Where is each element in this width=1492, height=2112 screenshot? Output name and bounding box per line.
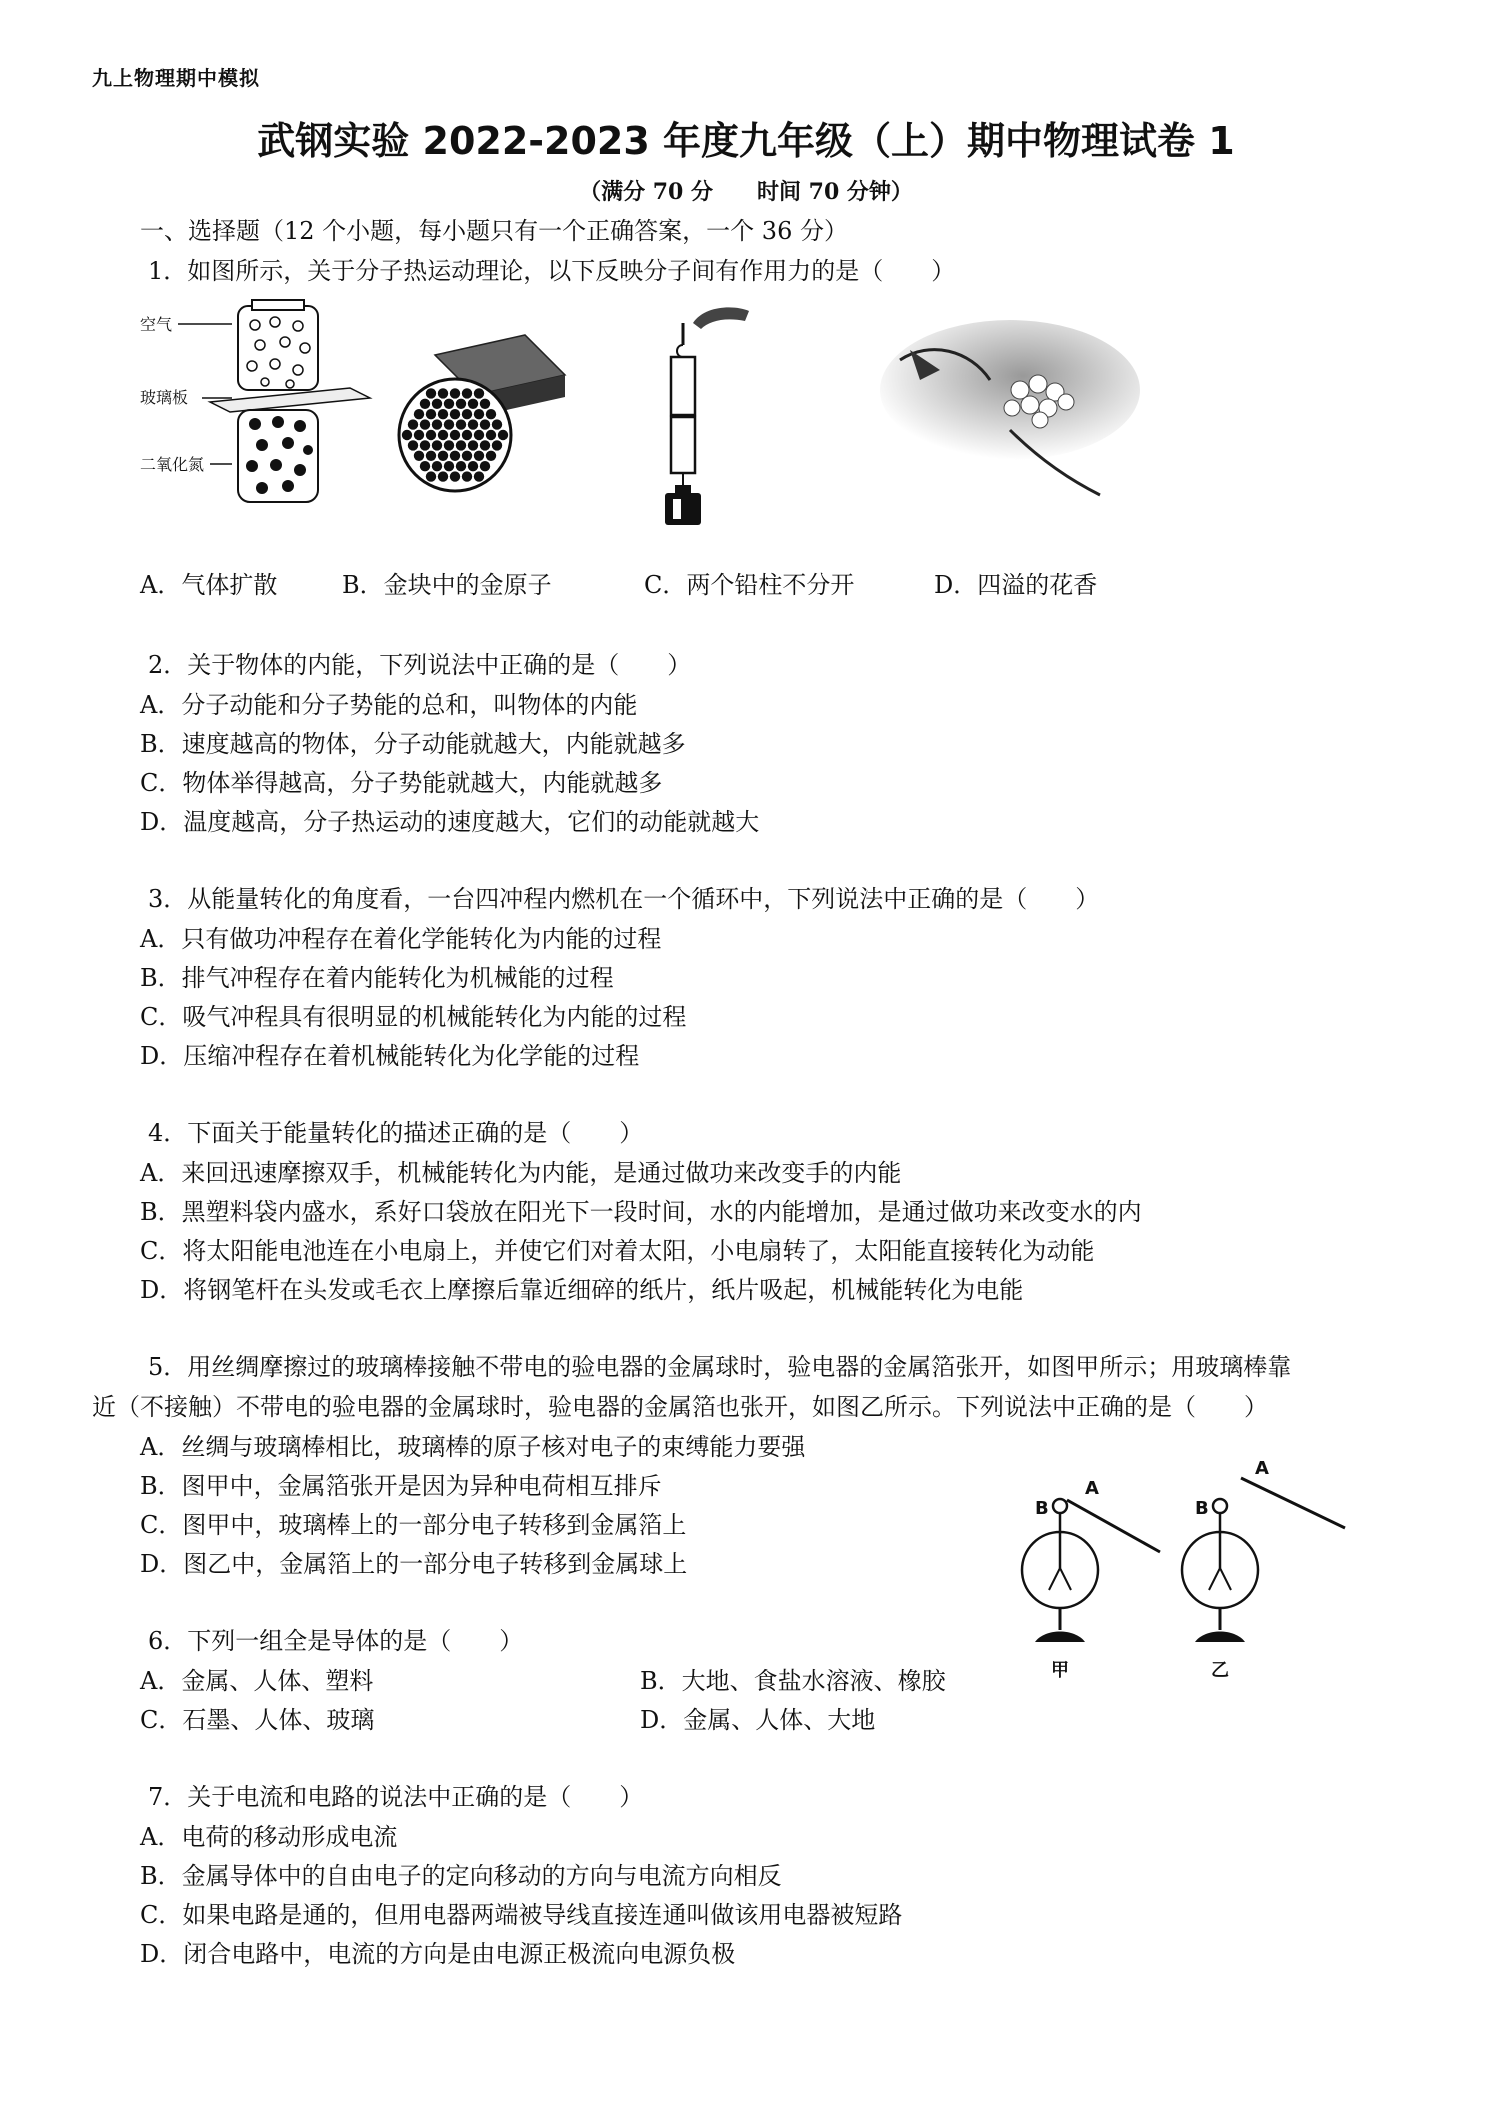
gold-atom: [420, 461, 430, 471]
q7-stem: 7．关于电流和电路的说法中正确的是（ ）: [148, 1783, 644, 1811]
gold-atom: [480, 440, 490, 450]
q2-option-c: C．物体举得越高，分子势能就越大，内能就越多: [140, 769, 663, 797]
gold-atom: [432, 399, 442, 409]
q2-option-d: D．温度越高，分子热运动的速度越大，它们的动能就越大: [140, 808, 760, 836]
label-jia: 甲: [1051, 1660, 1069, 1681]
gold-atom: [486, 409, 496, 419]
q2-option-a: A．分子动能和分子势能的总和，叫物体的内能: [140, 691, 638, 719]
gold-atom: [474, 388, 484, 398]
gold-atom: [438, 388, 448, 398]
gold-atom: [450, 409, 460, 419]
label-glass-plate: 玻璃板: [140, 388, 189, 407]
q4-option-d: D．将钢笔杆在头发或毛衣上摩擦后靠近细碎的纸片，纸片吸起，机械能转化为电能: [140, 1276, 1024, 1304]
gold-atom: [420, 440, 430, 450]
page-header: 九上物理期中模拟: [92, 66, 260, 90]
q5-option-c: C．图甲中，玻璃棒上的一部分电子转移到金属箔上: [140, 1511, 687, 1539]
gold-atom: [456, 419, 466, 429]
gold-atom: [408, 440, 418, 450]
q1-figure-a-diffusion: [140, 300, 370, 510]
gold-atom: [474, 451, 484, 461]
q6-stem: 6．下列一组全是导体的是（ ）: [148, 1627, 524, 1655]
gold-atom: [426, 430, 436, 440]
gold-atom: [468, 440, 478, 450]
gold-atom: [426, 451, 436, 461]
gold-atom: [438, 430, 448, 440]
q5-stem-line1: 5．用丝绸摩擦过的玻璃棒接触不带电的验电器的金属球时，验电器的金属箔张开，如图甲所示；用玻璃棒靠: [148, 1353, 1292, 1381]
gold-atom: [456, 399, 466, 409]
gold-atom: [432, 419, 442, 429]
q6-option-a: A．金属、人体、塑料: [140, 1667, 374, 1695]
gold-atom: [414, 451, 424, 461]
q1-option-c: C．两个铅柱不分开: [644, 571, 855, 599]
q3-option-a: A．只有做功冲程存在着化学能转化为内能的过程: [140, 925, 662, 953]
gold-atom: [432, 440, 442, 450]
gold-atom: [450, 430, 460, 440]
gold-atom: [414, 409, 424, 419]
q5-figure-electroscopes: [1015, 1458, 1365, 1690]
gold-atom: [438, 471, 448, 481]
gold-atom: [492, 419, 502, 429]
gold-atom: [462, 409, 472, 419]
gold-atom: [474, 409, 484, 419]
q3-option-c: C．吸气冲程具有很明显的机械能转化为内能的过程: [140, 1003, 687, 1031]
gold-atom: [480, 419, 490, 429]
q4-option-c: C．将太阳能电池连在小电扇上，并使它们对着太阳，小电扇转了，太阳能直接转化为动能: [140, 1237, 1095, 1265]
label-a-jia: A: [1085, 1478, 1099, 1499]
gold-atom: [468, 399, 478, 409]
gold-atom: [444, 440, 454, 450]
q3-option-b: B．排气冲程存在着内能转化为机械能的过程: [140, 964, 614, 992]
gold-atom: [462, 430, 472, 440]
gold-atom: [450, 388, 460, 398]
q1-stem: 1．如图所示，关于分子热运动理论，以下反映分子间有作用力的是（ ）: [148, 257, 956, 285]
q1-option-a: A．气体扩散: [140, 571, 278, 599]
q1-figure-c-lead-cylinders: [645, 305, 755, 525]
gold-atom: [462, 451, 472, 461]
q1-figure-d-flower: [870, 320, 1130, 500]
gold-atom: [480, 461, 490, 471]
gold-atom: [468, 461, 478, 471]
gold-atom: [462, 471, 472, 481]
label-a-yi: A: [1255, 1458, 1269, 1479]
electroscope-jia: [1022, 1478, 1160, 1681]
gold-atom: [444, 419, 454, 429]
gold-atom: [456, 440, 466, 450]
q5-option-b: B．图甲中，金属箔张开是因为异种电荷相互排斥: [140, 1472, 662, 1500]
gold-atom: [492, 440, 502, 450]
gold-atom: [498, 430, 508, 440]
label-yi: 乙: [1211, 1660, 1229, 1681]
exam-subtitle: （满分 70 分 时间 70 分钟）: [579, 179, 913, 205]
q7-option-a: A．电荷的移动形成电流: [140, 1823, 398, 1851]
q4-option-b: B．黑塑料袋内盛水，系好口袋放在阳光下一段时间，水的内能增加，是通过做功来改变水的内: [140, 1198, 1142, 1226]
q4-option-a: A．来回迅速摩擦双手，机械能转化为内能，是通过做功来改变手的内能: [140, 1159, 902, 1187]
electroscope-yi: [1182, 1458, 1345, 1681]
gold-atom: [456, 461, 466, 471]
gold-atom: [480, 399, 490, 409]
gold-atom: [450, 471, 460, 481]
q5-option-d: D．图乙中，金属箔上的一部分电子转移到金属球上: [140, 1550, 688, 1578]
gold-atom: [438, 409, 448, 419]
q1-option-d: D．四溢的花香: [934, 571, 1098, 599]
q2-stem: 2．关于物体的内能，下列说法中正确的是（ ）: [148, 651, 692, 679]
gold-atom: [426, 388, 436, 398]
gold-atom: [426, 409, 436, 419]
gold-atom: [426, 471, 436, 481]
q6-option-d: D．金属、人体、大地: [640, 1706, 876, 1734]
gold-atom: [438, 451, 448, 461]
gold-atom: [474, 471, 484, 481]
gold-atom: [402, 430, 412, 440]
q7-option-c: C．如果电路是通的，但用电器两端被导线直接连通叫做该用电器被短路: [140, 1901, 903, 1929]
gold-atom: [462, 388, 472, 398]
gold-atom: [420, 399, 430, 409]
gold-atom: [414, 430, 424, 440]
gold-atom: [486, 451, 496, 461]
label-no2: 二氧化氮: [140, 455, 205, 474]
gold-atom: [444, 399, 454, 409]
q4-stem: 4．下面关于能量转化的描述正确的是（ ）: [148, 1119, 644, 1147]
label-b-yi: B: [1195, 1498, 1209, 1519]
gold-atom: [450, 451, 460, 461]
gold-atom: [420, 419, 430, 429]
label-air: 空气: [140, 315, 173, 334]
label-b-jia: B: [1035, 1498, 1049, 1519]
q3-stem: 3．从能量转化的角度看，一台四冲程内燃机在一个循环中，下列说法中正确的是（ ）: [148, 885, 1100, 913]
section-heading: 一、选择题（12 个小题，每小题只有一个正确答案，一个 36 分）: [140, 217, 848, 245]
q6-option-c: C．石墨、人体、玻璃: [140, 1706, 375, 1734]
q3-option-d: D．压缩冲程存在着机械能转化为化学能的过程: [140, 1042, 640, 1070]
gold-atom: [468, 419, 478, 429]
gold-atom: [408, 419, 418, 429]
gold-atom: [444, 461, 454, 471]
q5-stem-line2: 近（不接触）不带电的验电器的金属球时，验电器的金属箔也张开，如图乙所示。下列说法中正确的是（ ）: [92, 1393, 1268, 1421]
exam-title: 武钢实验 2022-2023 年度九年级（上）期中物理试卷 1: [257, 119, 1235, 163]
q1-option-b: B．金块中的金原子: [342, 571, 552, 599]
gold-atom: [474, 430, 484, 440]
q5-option-a: A．丝绸与玻璃棒相比，玻璃棒的原子核对电子的束缚能力要强: [140, 1433, 806, 1461]
q2-option-b: B．速度越高的物体，分子动能就越大，内能就越多: [140, 730, 686, 758]
gold-atom: [432, 461, 442, 471]
q7-option-b: B．金属导体中的自由电子的定向移动的方向与电流方向相反: [140, 1862, 782, 1890]
gold-atom: [486, 430, 496, 440]
q1-figure-b-gold-atoms: [395, 335, 565, 495]
q6-option-b: B．大地、食盐水溶液、橡胶: [640, 1667, 946, 1695]
q7-option-d: D．闭合电路中，电流的方向是由电源正极流向电源负极: [140, 1940, 736, 1968]
